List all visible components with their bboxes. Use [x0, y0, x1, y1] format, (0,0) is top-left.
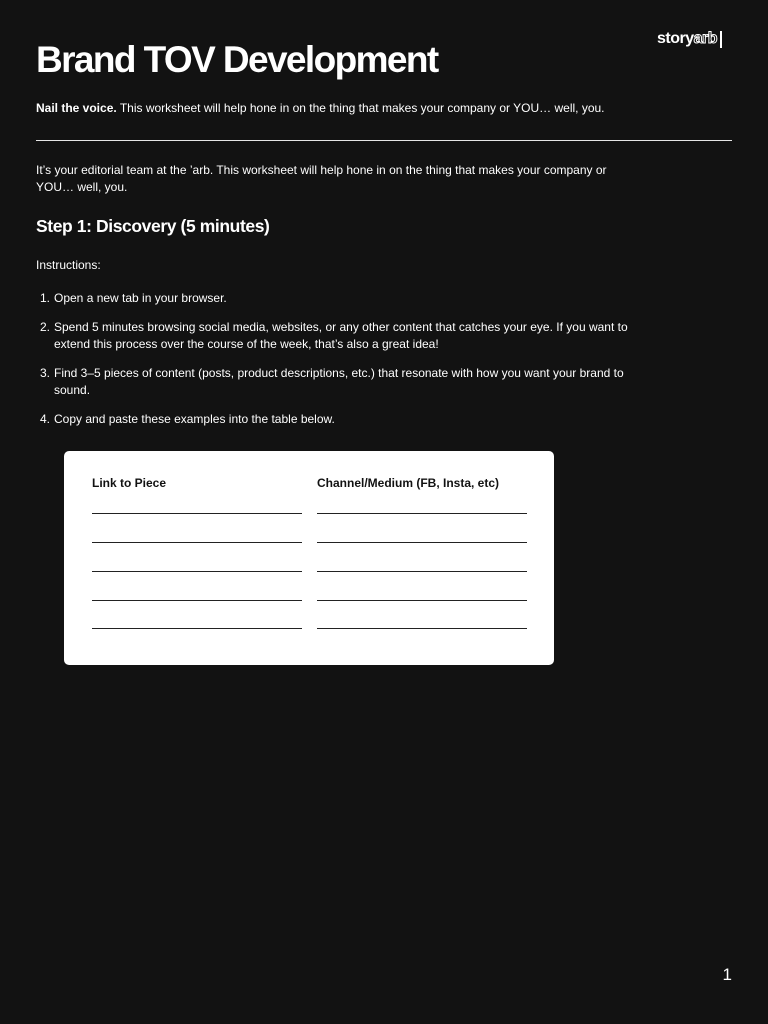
- instructions-label: Instructions:: [36, 258, 101, 272]
- instruction-number: 3.: [40, 366, 51, 380]
- instruction-item: [36, 411, 636, 428]
- logo-story-text: story: [657, 30, 694, 47]
- column-header-channel: Channel/Medium (FB, Insta, etc): [317, 476, 500, 490]
- header-divider: [36, 140, 732, 141]
- link-entry-line[interactable]: [92, 542, 302, 543]
- examples-table-card: [64, 451, 554, 665]
- instruction-item: [36, 365, 636, 399]
- link-entry-line[interactable]: [92, 600, 302, 601]
- instruction-text: Open a new tab in your browser.: [54, 291, 227, 305]
- channel-entry-line[interactable]: [317, 628, 527, 629]
- channel-entry-line[interactable]: [317, 600, 527, 601]
- page-subtitle: [36, 99, 605, 117]
- instruction-text: Find 3–5 pieces of content (posts, product descriptions, etc.) that resonate with how you want your brand to sound.: [54, 366, 624, 397]
- link-entry-line[interactable]: [92, 571, 302, 572]
- intro-paragraph: It’s your editorial team at the ’arb. This worksheet will help hone in on the thing that makes your company or YOU… well, you.: [36, 163, 607, 194]
- instruction-item: [36, 290, 636, 307]
- channel-entry-line[interactable]: [317, 571, 527, 572]
- instruction-number: 2.: [40, 320, 51, 334]
- instruction-item: [36, 319, 636, 353]
- link-entry-line[interactable]: [92, 513, 302, 514]
- instruction-number: 1.: [40, 291, 51, 305]
- storyarb-logo: [657, 30, 722, 48]
- link-entry-line[interactable]: [92, 628, 302, 629]
- logo-cursor-bar: [720, 31, 722, 48]
- page-title: Brand TOV Development: [36, 39, 438, 80]
- instruction-text: Copy and paste these examples into the table below.: [54, 412, 335, 426]
- page-number: 1: [722, 965, 732, 984]
- step1-heading: Step 1: Discovery (5 minutes): [36, 216, 270, 236]
- logo-arb-text: arb: [693, 30, 718, 47]
- instruction-number: 4.: [40, 412, 51, 426]
- channel-entry-line[interactable]: [317, 542, 527, 543]
- instruction-text: Spend 5 minutes browsing social media, websites, or any other content that catches your eye. If you want to extend this process over the course of the week, that’s also a great idea!: [54, 320, 628, 351]
- instructions-list: [36, 290, 636, 440]
- subtitle-text: This worksheet will help hone in on the thing that makes your company or YOU… well, you.: [116, 101, 605, 115]
- channel-entry-line[interactable]: [317, 513, 527, 514]
- column-header-link: Link to Piece: [92, 476, 167, 490]
- subtitle-bold-lead: Nail the voice.: [36, 101, 117, 115]
